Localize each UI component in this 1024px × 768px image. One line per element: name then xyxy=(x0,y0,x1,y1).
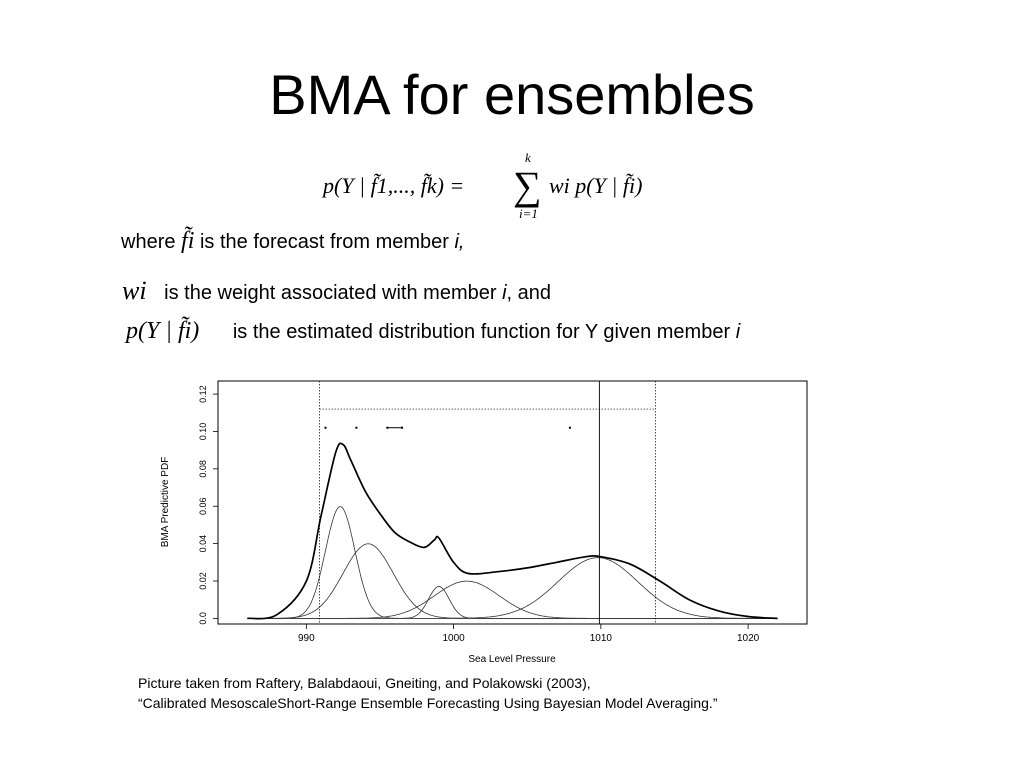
definition-tail: i xyxy=(502,282,507,304)
x-tick-label: 1020 xyxy=(736,633,760,644)
y-axis-label: BMA Predictive PDF xyxy=(160,456,171,548)
y-tick-label: 0.04 xyxy=(198,534,208,553)
x-tick-label: 1000 xyxy=(442,633,465,644)
y-tick-label: 0.02 xyxy=(198,572,208,590)
x-tick-label: 990 xyxy=(298,633,315,644)
y-tick-label: 0.0 xyxy=(198,612,208,625)
component-pdf-3 xyxy=(247,586,777,618)
definition-tail: i xyxy=(735,321,741,343)
formula-rhs: wi p(Y | f̃i) xyxy=(549,173,643,198)
slide-title: BMA for ensembles xyxy=(269,63,755,126)
forecast-symbol: f̃i xyxy=(181,228,195,254)
component-pdf-5 xyxy=(247,558,777,619)
x-axis xyxy=(298,624,760,644)
ensemble-member-point xyxy=(324,427,326,429)
ensemble-member-point xyxy=(569,427,571,429)
ensemble-member-point xyxy=(386,427,388,429)
component-pdf-2 xyxy=(247,544,777,619)
definition-tail: i, xyxy=(454,231,465,253)
x-axis-label: Sea Level Pressure xyxy=(468,654,556,665)
definition-text: is the estimated distribution function for Y given member xyxy=(232,321,731,343)
component-pdf-1 xyxy=(247,507,777,619)
ensemble-member-point xyxy=(355,427,357,429)
citation-line: Picture taken from Raftery, Balabdaoui, Gneiting, and Polakowski (2003), xyxy=(138,675,591,691)
bma-pdf-curve xyxy=(247,443,777,618)
sum-upper-limit: k xyxy=(525,150,531,165)
ensemble-member-point xyxy=(401,427,403,429)
distribution-symbol: p(Y | f̃i) xyxy=(126,318,200,344)
plot-frame xyxy=(218,381,807,624)
definition-after: , and xyxy=(506,282,552,304)
bma-pdf-line xyxy=(247,443,777,618)
component-curves xyxy=(247,507,777,619)
definition-text: is the forecast from member xyxy=(199,231,449,253)
y-tick-label: 0.08 xyxy=(198,460,208,478)
sum-sign-icon: ∑ xyxy=(513,163,542,208)
citation-line: “Calibrated MesoscaleShort-Range Ensemble Forecasting Using Bayesian Model Averaging.” xyxy=(138,695,718,711)
formula-lhs: p(Y | f̃1,..., f̃k) = xyxy=(323,173,465,198)
y-tick-label: 0.12 xyxy=(198,385,208,403)
definition-text: is the weight associated with member xyxy=(164,282,497,304)
definition-prefix: where xyxy=(121,231,176,253)
y-tick-label: 0.06 xyxy=(198,497,208,516)
weight-symbol: wi xyxy=(122,276,147,305)
y-axis xyxy=(198,385,218,624)
y-tick-label: 0.10 xyxy=(198,422,208,441)
sum-lower-limit: i=1 xyxy=(519,206,538,221)
x-tick-label: 1010 xyxy=(589,633,612,644)
source-citation xyxy=(138,673,717,713)
